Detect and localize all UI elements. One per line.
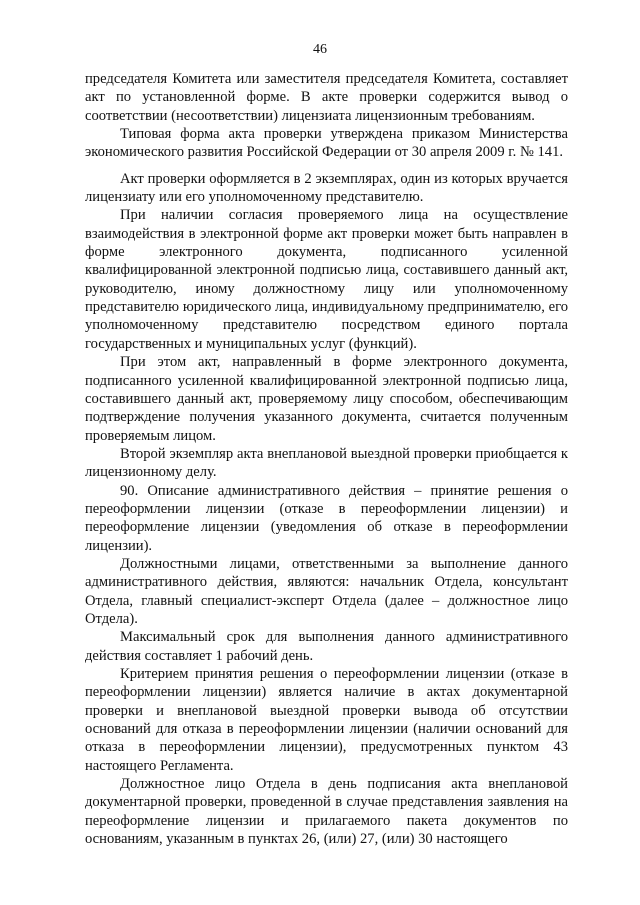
paragraph-5: При этом акт, направленный в форме электронного документа, подписанного усиленной квалифицированной электронной подписью лица, составившего данный акт, проверяемому лицу способом, обеспечивающим подтверждение получения указанного документа, считается полученным проверяемым лицом.: [85, 354, 568, 444]
paragraph-8: Должностными лицами, ответственными за выполнение данного административного действия, являются: начальник Отдела, консультант Отдела, главный специалист-эксперт Отдела (далее – должностное лицо Отдела).: [85, 555, 568, 627]
paragraph-9: Максимальный срок для выполнения данного административного действия составляет 1 рабочий день.: [85, 629, 568, 664]
document-body: [85, 70, 568, 848]
paragraph-6: Второй экземпляр акта внеплановой выездной проверки приобщается к лицензионному делу.: [85, 445, 568, 481]
paragraph-7: 90. Описание административного действия – принятие решения о переоформлении лицензии (отказе в переоформлении лицензии) и переоформление лицензии (уведомления об отказе в переоформлении лицензии).: [85, 482, 568, 554]
paragraph-10: Критерием принятия решения о переоформлении лицензии (отказе в переоформлении лицензии) является наличие в актах документарной проверки и внеплановой выездной проверки вывода об отсутствии оснований для отказа в переоформлении лицензии (наличии оснований для отказа в переоформлении лицензии), предусмотренных пунктом 43 настоящего Регламента.: [85, 666, 568, 774]
paragraph-11: Должностное лицо Отдела в день подписания акта внеплановой документарной проверки, проведенной в случае представления заявления на переоформление лицензии и прилагаемого пакета документов по основаниям, указанным в пунктах 26, (или) 27, (или) 30 настоящего: [85, 776, 568, 848]
page-number: 46: [313, 42, 327, 57]
paragraph-3: Акт проверки оформляется в 2 экземплярах, один из которых вручается лицензиату или его уполномоченному представителю.: [85, 170, 568, 206]
paragraph-1: председателя Комитета или заместителя председателя Комитета, составляет акт по установленной форме. В акте проверки содержится вывод о соответствии (несоответствии) лицензиата лицензионным требованиям.: [85, 71, 568, 124]
paragraph-4: При наличии согласия проверяемого лица на осуществление взаимодействия в электронной форме акт проверки может быть направлен в форме электронного документа, подписанного усиленной квалифицированной электронной подписью лица, составившего данный акт, руководителю, иному должностному лицу или уполномоченному представителю юридического лица, индивидуальному предпринимателю, его уполномоченному представителю посредством единого портала государственных и муниципальных услуг (функций).: [85, 207, 568, 352]
paragraph-2: Типовая форма акта проверки утверждена приказом Министерства экономического развития Российской Федерации от 30 апреля 2009 г. № 141.: [85, 126, 568, 161]
